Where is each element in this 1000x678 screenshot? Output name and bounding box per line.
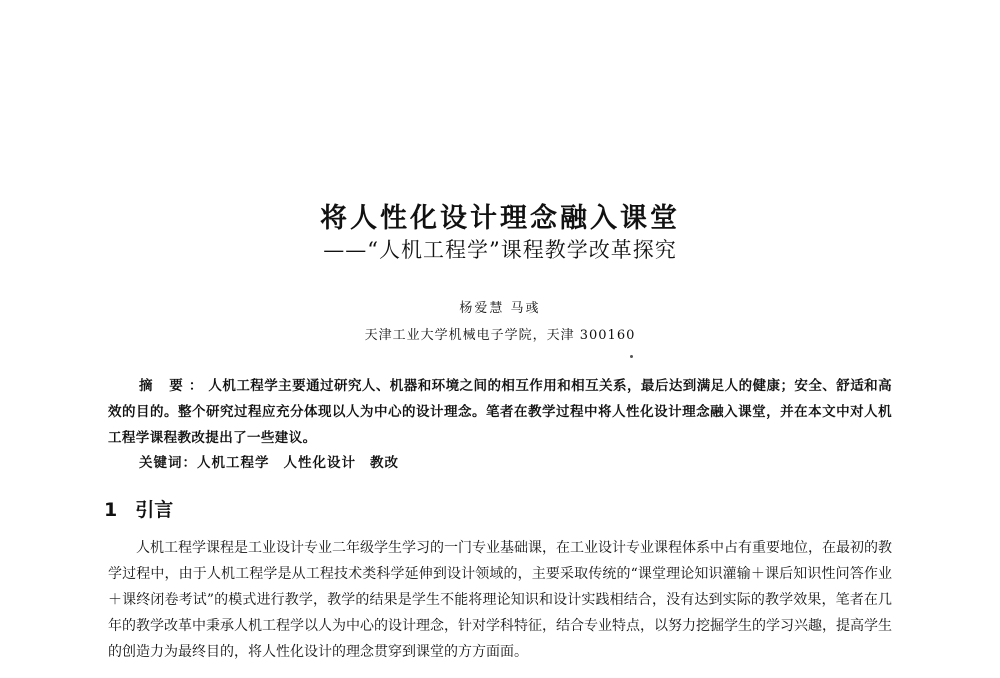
abstract-label: 摘 要： [139,378,209,394]
section-number: 1 [104,499,118,521]
scan-speck [630,355,633,358]
keywords-line [139,451,413,471]
keyword-item: 人机工程学 [197,455,270,471]
section-title: 引言 [135,499,174,521]
section-paragraph: 人机工程学课程是工业设计专业二年级学生学习的一门专业基础课，在工业设计专业课程体系中占有重要地位，在最初的教学过程中，由于人机工程学是从工程技术类科学延伸到设计领域的，主要采取传统的“课堂理论知识灌输＋课后知识性问答作业＋课终闭卷考试”的模式进行教学，教学的结果是学生不能将理论知识和设计实践相结合，没有达到实际的教学效果，笔者在几年的教学改革中秉承人机工程学以人为中心的设计理念，针对学科特征，结合专业特点，以努力挖掘学生的学习兴趣，提高学生的创造力为最终目的，将人性化设计的理念贯穿到课堂的方方面面。 [108,540,892,660]
paper-title: 将人性化设计理念融入课堂 [320,203,680,234]
author-affiliation: 天津工业大学机械电子学院，天津 300160 [364,328,636,343]
keyword-item: 人性化设计 [283,455,356,471]
section-heading [104,495,173,522]
paper-subtitle: ——“人机工程学”课程教学改革探究 [323,238,677,262]
author-names: 杨爱慧 马彧 [459,301,541,316]
keywords-label: 关键词： [139,455,197,471]
keyword-item: 教改 [370,455,399,471]
abstract-block [108,373,892,451]
abstract-text: 人机工程学主要通过研究人、机器和环境之间的相互作用和相互关系，最后达到满足人的健康；安全、舒适和高效的目的。整个研究过程应充分体现以人为中心的设计理念。笔者在教学过程中将人性化设计理念融入课堂，并在本文中对人机工程学课程教改提出了一些建议。 [108,378,893,446]
